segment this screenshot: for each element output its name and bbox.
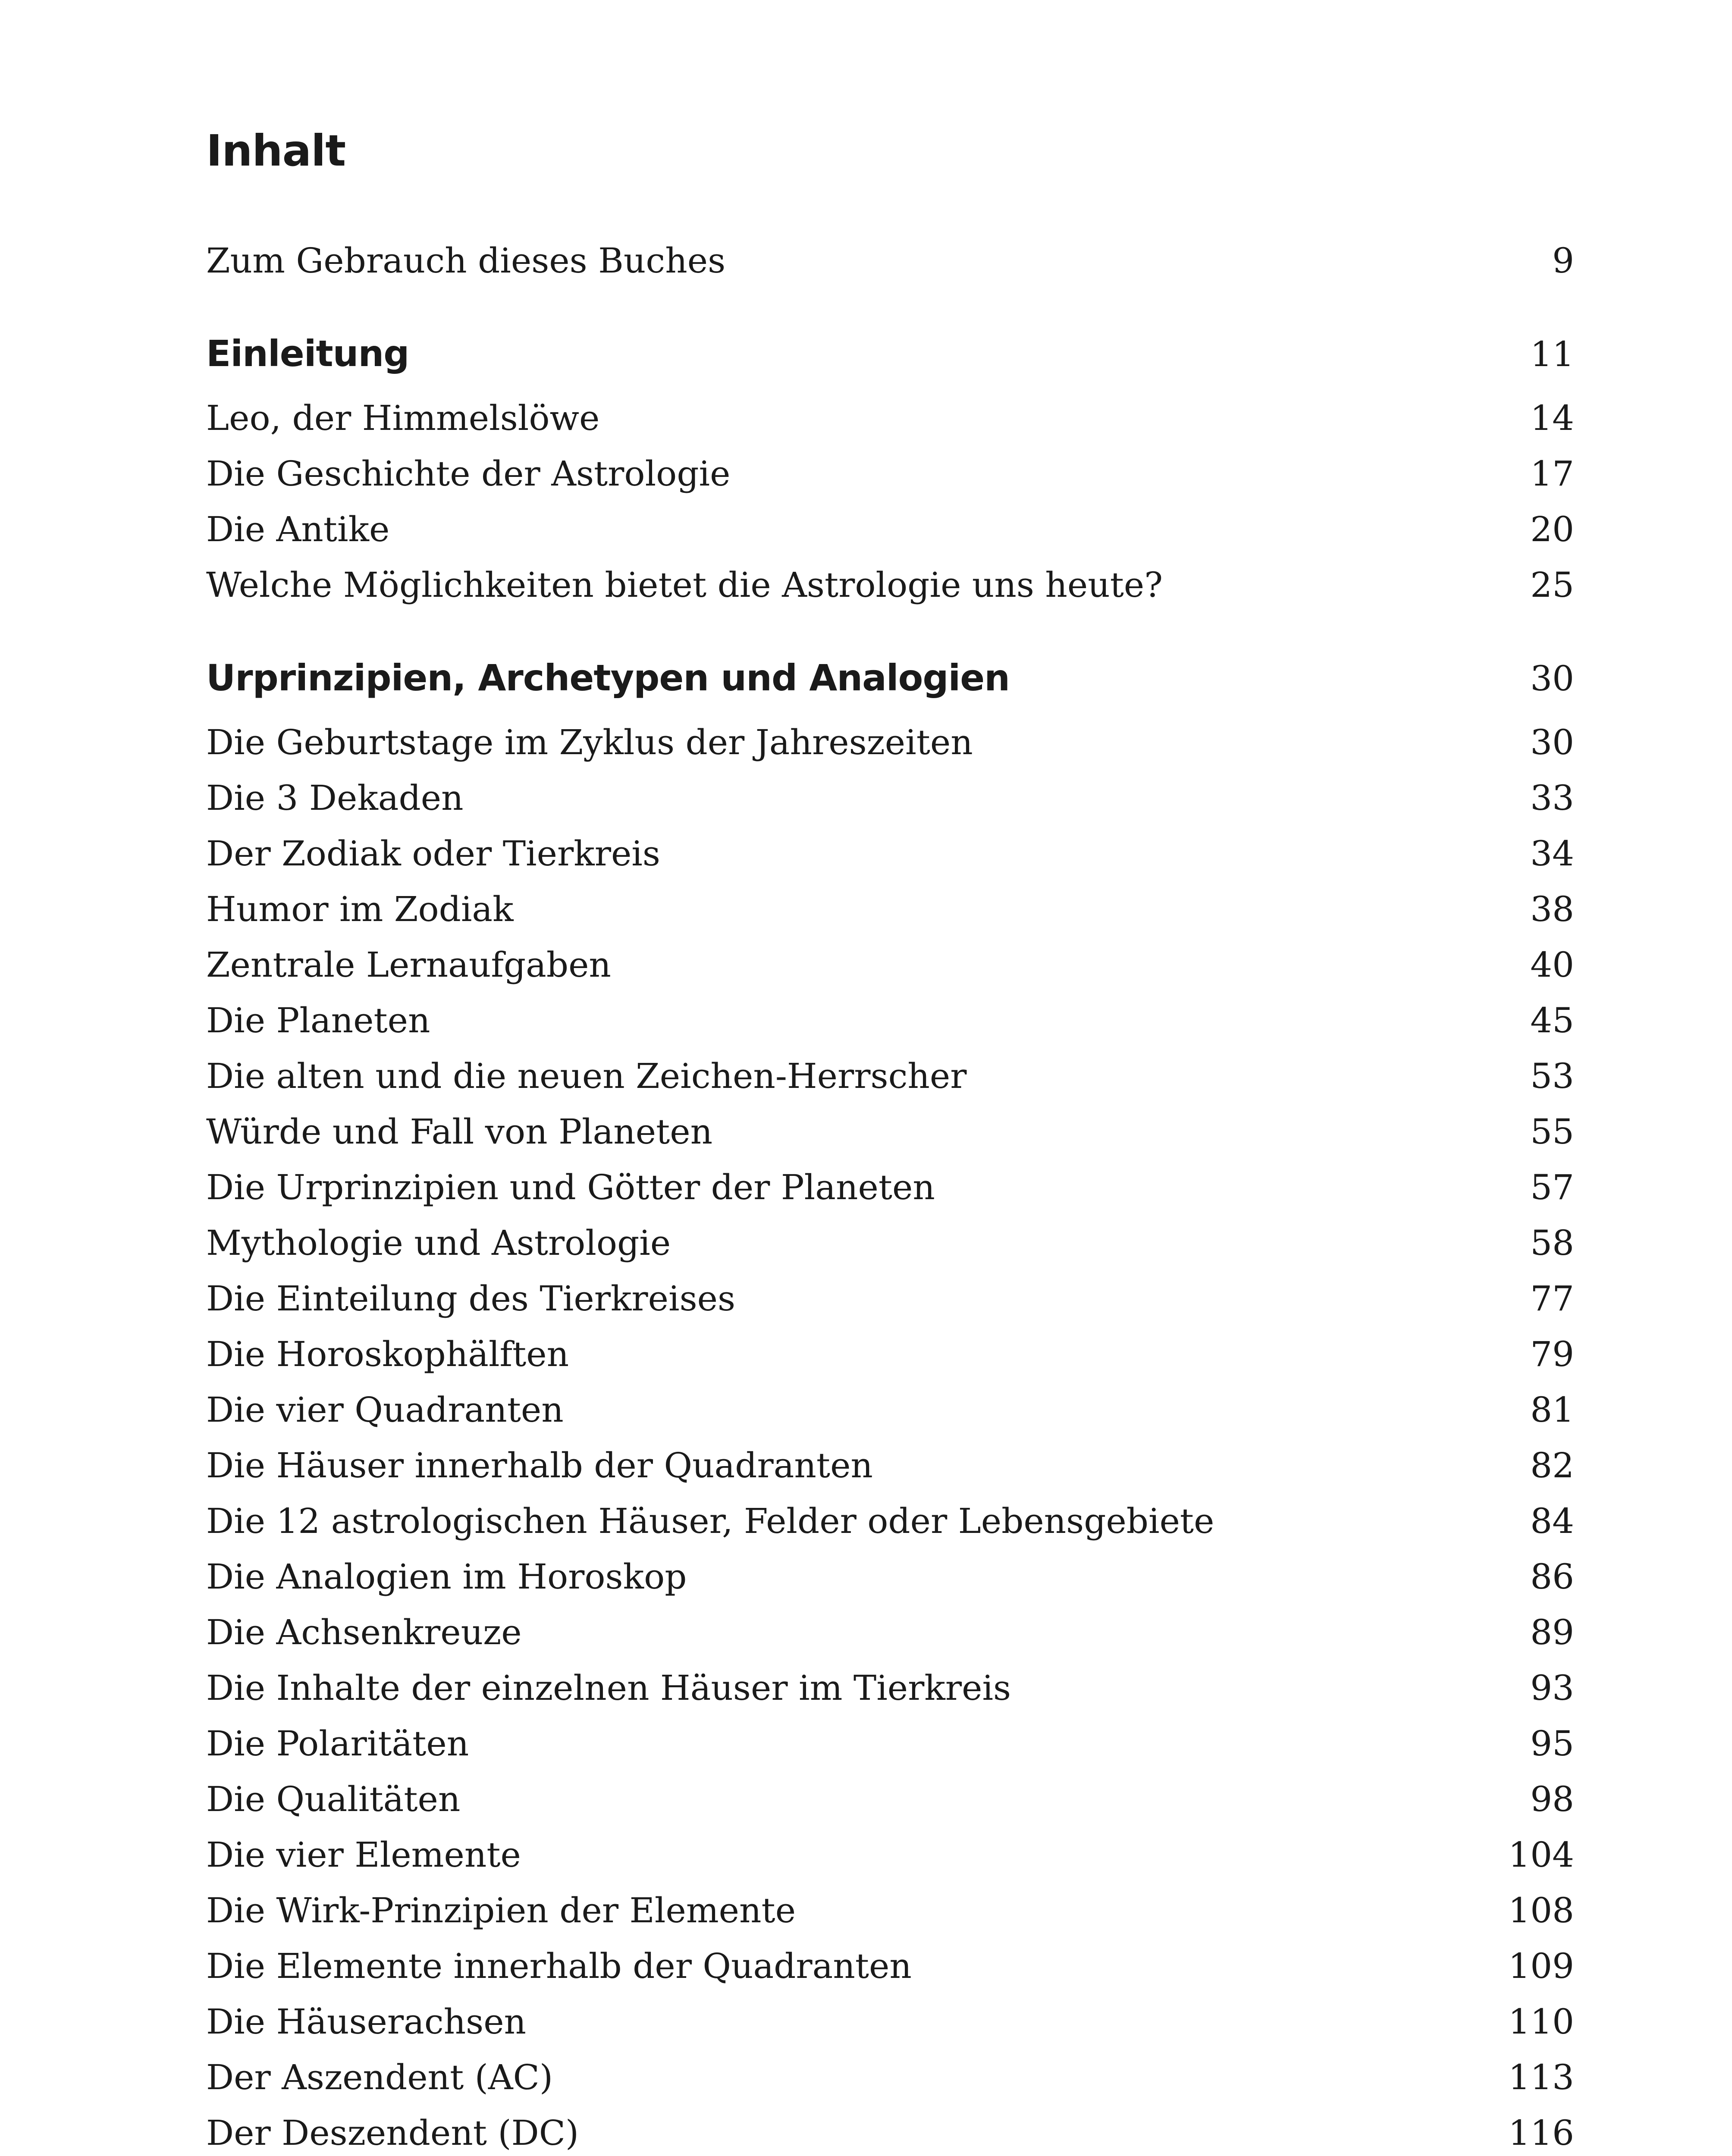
- toc-entry-label: Leo, der Himmelslöwe: [206, 398, 600, 438]
- toc-entry-label: Die Qualitäten: [206, 1779, 461, 1819]
- toc-entry[interactable]: [206, 1835, 1574, 1875]
- toc-page-number: 81: [1530, 1390, 1574, 1430]
- toc-entry-label: Die 12 astrologischen Häuser, Felder oder Lebensgebiete: [206, 1501, 1214, 1541]
- toc-entry[interactable]: [206, 2057, 1574, 2097]
- toc-entry-label: Die Urprinzipien und Götter der Planeten: [206, 1167, 935, 1207]
- toc-entry[interactable]: [206, 1167, 1574, 1207]
- toc-entry-label: Die Horoskophälften: [206, 1334, 569, 1374]
- toc-page-number: 40: [1530, 945, 1574, 985]
- toc-entry-label: Zum Gebrauch dieses Buches: [206, 241, 726, 281]
- toc-page-number: 53: [1530, 1056, 1574, 1096]
- toc-page-number: 30: [1530, 658, 1574, 699]
- toc-entry[interactable]: [206, 1612, 1574, 1652]
- toc-entry[interactable]: [206, 834, 1574, 874]
- toc-page-number: 58: [1530, 1223, 1574, 1263]
- toc-entry-label: Die Analogien im Horoskop: [206, 1557, 687, 1597]
- toc-entry-label: Urprinzipien, Archetypen und Analogien: [206, 657, 1010, 699]
- toc-entry-label: Die Inhalte der einzelnen Häuser im Tierkreis: [206, 1668, 1011, 1708]
- toc-page-number: 89: [1530, 1612, 1574, 1652]
- toc-page-number: 86: [1530, 1557, 1574, 1597]
- toc-page-number: 55: [1530, 1112, 1574, 1152]
- toc-entry-label: Die vier Elemente: [206, 1835, 521, 1875]
- toc-page-number: 30: [1530, 722, 1574, 762]
- toc-entry[interactable]: [206, 2002, 1574, 2042]
- toc-entry-label: Humor im Zodiak: [206, 889, 514, 929]
- toc-entry[interactable]: [206, 1557, 1574, 1597]
- toc-section-heading[interactable]: [206, 657, 1574, 699]
- toc-page-number: 113: [1508, 2057, 1574, 2097]
- toc-page-number: 9: [1552, 241, 1574, 281]
- toc-page-number: 45: [1530, 1000, 1574, 1040]
- toc-page-number: 82: [1530, 1445, 1574, 1485]
- toc-entry[interactable]: [206, 398, 1574, 438]
- toc-entry-label: Einleitung: [206, 332, 409, 375]
- toc-entry-label: Welche Möglichkeiten bietet die Astrologie uns heute?: [206, 565, 1163, 605]
- toc-entry-label: Die alten und die neuen Zeichen-Herrscher: [206, 1056, 967, 1096]
- toc-entry[interactable]: [206, 1779, 1574, 1819]
- toc-page-number: 34: [1530, 834, 1574, 874]
- toc-entry[interactable]: [206, 454, 1574, 494]
- toc-entry[interactable]: [206, 2113, 1574, 2153]
- toc-entry-label: Die Achsenkreuze: [206, 1612, 522, 1652]
- toc-entry-label: Der Zodiak oder Tierkreis: [206, 834, 660, 874]
- toc-entry-label: Die Häuser innerhalb der Quadranten: [206, 1445, 873, 1485]
- toc-entry[interactable]: [206, 1334, 1574, 1374]
- toc-entry-label: Würde und Fall von Planeten: [206, 1112, 713, 1152]
- toc-entry[interactable]: [206, 1056, 1574, 1096]
- toc-entry[interactable]: [206, 889, 1574, 929]
- toc-page-number: 11: [1530, 334, 1574, 374]
- toc-entry[interactable]: [206, 1890, 1574, 1930]
- toc-entry-label: Die Geburtstage im Zyklus der Jahreszeiten: [206, 722, 973, 762]
- toc-entry[interactable]: [206, 241, 1574, 281]
- toc-page-number: 33: [1530, 778, 1574, 818]
- toc-entry[interactable]: [206, 722, 1574, 762]
- toc-page-number: 17: [1530, 454, 1574, 494]
- toc-entry-label: Die Polaritäten: [206, 1724, 469, 1764]
- toc-page-number: 79: [1530, 1334, 1574, 1374]
- toc-entry[interactable]: [206, 1946, 1574, 1986]
- toc-page-number: 116: [1508, 2113, 1574, 2153]
- toc-entry[interactable]: [206, 1668, 1574, 1708]
- toc-page-number: 20: [1530, 509, 1574, 549]
- toc-entry-label: Der Deszendent (DC): [206, 2113, 579, 2153]
- toc-entry[interactable]: [206, 945, 1574, 985]
- toc-entry[interactable]: [206, 1223, 1574, 1263]
- toc-entry[interactable]: [206, 509, 1574, 549]
- toc-entry-label: Zentrale Lernaufgaben: [206, 945, 611, 985]
- toc-section-heading[interactable]: [206, 332, 1574, 375]
- toc-entry-label: Die vier Quadranten: [206, 1390, 564, 1430]
- toc-page-number: 93: [1530, 1668, 1574, 1708]
- toc-page-number: 109: [1508, 1946, 1574, 1986]
- toc-page-number: 57: [1530, 1167, 1574, 1207]
- toc-entry[interactable]: [206, 1724, 1574, 1764]
- toc-entry-label: Die 3 Dekaden: [206, 778, 464, 818]
- page-title: Inhalt: [206, 125, 346, 176]
- toc-entry-label: Die Wirk-Prinzipien der Elemente: [206, 1890, 796, 1930]
- toc-entry[interactable]: [206, 1112, 1574, 1152]
- toc-page-number: 95: [1530, 1724, 1574, 1764]
- toc-page-number: 14: [1530, 398, 1574, 438]
- toc-entry[interactable]: [206, 1390, 1574, 1430]
- toc-entry[interactable]: [206, 1000, 1574, 1040]
- toc-entry-label: Die Häuserachsen: [206, 2002, 527, 2042]
- toc-page-number: 104: [1508, 1835, 1574, 1875]
- toc-entry-label: Mythologie und Astrologie: [206, 1223, 671, 1263]
- toc-entry-label: Der Aszendent (AC): [206, 2057, 553, 2097]
- toc-page-number: 98: [1530, 1779, 1574, 1819]
- toc-entry[interactable]: [206, 1445, 1574, 1485]
- toc-entry-label: Die Geschichte der Astrologie: [206, 454, 731, 494]
- toc-entry-label: Die Planeten: [206, 1000, 430, 1040]
- toc-entry-label: Die Elemente innerhalb der Quadranten: [206, 1946, 912, 1986]
- toc-page-number: 38: [1530, 889, 1574, 929]
- toc-page-number: 110: [1508, 2002, 1574, 2042]
- toc-entry[interactable]: [206, 565, 1574, 605]
- toc-page-number: 25: [1530, 565, 1574, 605]
- toc-entry[interactable]: [206, 1279, 1574, 1319]
- toc-entry-label: Die Einteilung des Tierkreises: [206, 1279, 736, 1319]
- toc-entry[interactable]: [206, 1501, 1574, 1541]
- toc-page-number: 84: [1530, 1501, 1574, 1541]
- toc-page-number: 77: [1530, 1279, 1574, 1319]
- toc-entry-label: Die Antike: [206, 509, 390, 549]
- toc-page-number: 108: [1508, 1890, 1574, 1930]
- toc-entry[interactable]: [206, 778, 1574, 818]
